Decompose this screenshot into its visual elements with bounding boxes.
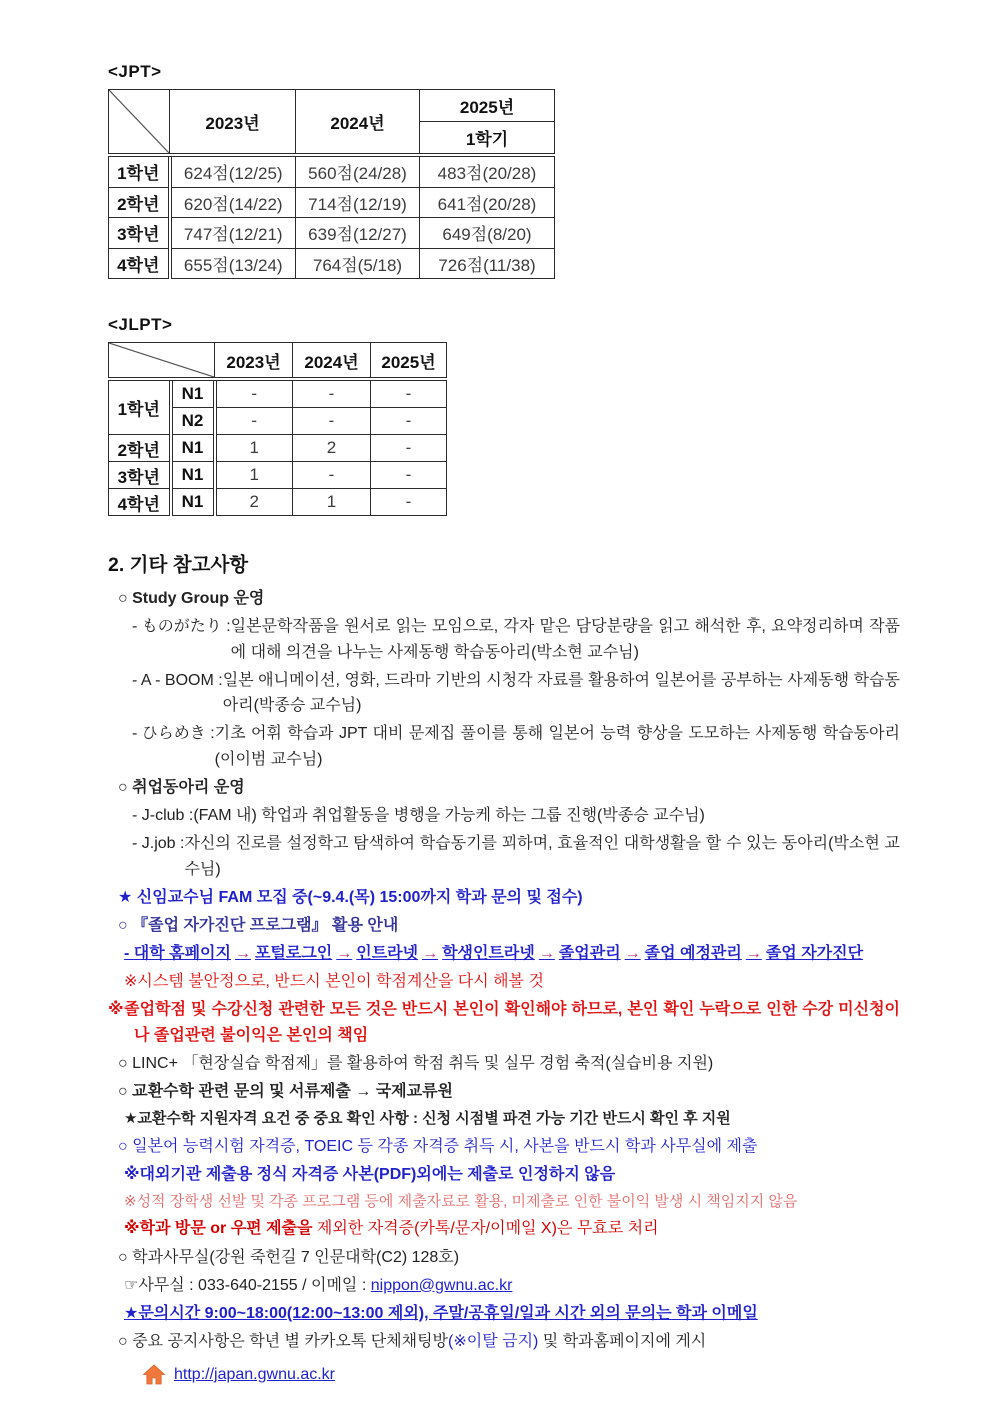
homepage-row [108, 1364, 900, 1385]
study-group-item-term: - ものがたり : [132, 618, 231, 636]
jpt-grade-cell: 2학년 [109, 187, 170, 218]
jlpt-year-header: 2025년 [371, 343, 447, 380]
breadcrumb-step: 대학 홈페이지 [133, 945, 231, 963]
jpt-grade-cell: 3학년 [109, 218, 170, 249]
jpt-diagonal-cell [109, 90, 170, 156]
jlpt-count-cell: - [215, 379, 293, 408]
certificate-note-visit-rest: 제외한 자격증(카톡/문자/이메일 X)은 무효로 처리 [312, 1220, 659, 1238]
breadcrumb-step: 인트라넷 [356, 945, 419, 963]
job-club-item-desc: (FAM 내) 학업과 취업활동을 병행을 가능케 하는 그룹 진행(박종승 교수님) [193, 807, 705, 825]
kakao-notice-text: ○ 중요 공지사항은 학년 별 카카오톡 단체채팅방 [118, 1332, 449, 1350]
breadcrumb-step: 졸업 자가진단 [765, 945, 864, 963]
jpt-score-cell: 726점(11/38) [420, 248, 555, 279]
study-group-item-desc: 일본문학작품을 원서로 읽는 모임으로, 각자 맡은 담당분량을 읽고 해석한 후, 요약정리하며 작품에 대해 의견을 나누는 사제동행 학습동아리(박소현 교수님) [230, 618, 900, 661]
jlpt-count-cell: - [371, 408, 447, 435]
certificate-note-visit-bold: ※학과 방문 or 우편 제출을 [124, 1220, 313, 1238]
breadcrumb-step: 졸업관리 [558, 945, 621, 963]
jlpt-diagonal-cell [109, 343, 215, 380]
jpt-score-cell: 655점(13/24) [170, 248, 296, 279]
study-group-item-desc: 일본 애니메이션, 영화, 드라마 기반의 시청각 자료를 활용하여 일본어를 공부하는 사제동행 학습동아리(박종승 교수님) [222, 671, 900, 715]
job-club-item-term: - J.job : [132, 835, 185, 853]
jpt-score-cell: 639점(12/27) [296, 218, 420, 249]
exchange-item: ○ 교환수학 관련 문의 및 서류제출 → 국제교류원 [118, 1083, 453, 1101]
jpt-year-header: 2023년 [170, 90, 296, 156]
breadcrumb-arrow-icon: → [422, 945, 439, 963]
jpt-score-cell: 764점(5/18) [296, 248, 420, 279]
office-contact [108, 1273, 900, 1299]
jlpt-count-cell: - [371, 489, 447, 516]
jpt-score-cell: 620점(14/22) [170, 187, 296, 218]
jlpt-count-cell: - [371, 435, 447, 462]
breadcrumb-step: 학생인트라넷 [442, 945, 535, 963]
diagonal-line-icon [109, 343, 214, 377]
jpt-row [109, 248, 555, 279]
jpt-semester-header: 1학기 [420, 122, 555, 156]
kakao-notice-warning: (※이탈 금지) [448, 1332, 539, 1350]
homepage-link[interactable]: http://japan.gwnu.ac.kr [174, 1365, 335, 1383]
jlpt-row [109, 435, 447, 462]
study-group-item-term: - A - BOOM : [132, 671, 223, 689]
jpt-grade-cell: 1학년 [109, 155, 170, 187]
jlpt-grade-cell: 2학년 [109, 435, 171, 462]
jlpt-count-cell: - [371, 462, 447, 489]
graduation-warning: ※졸업학점 및 수강신청 관련한 모든 것은 반드시 본인이 확인해야 하므로, 본인 확인 누락으로 인한 수강 미신청이나 졸업관련 불이익은 본인의 책임 [108, 1001, 900, 1044]
exchange-note: ★교환수학 지원자격 요건 중 중요 확인 사항 : 신청 시점별 파견 가능 기간 반드시 확인 후 지원 [124, 1110, 731, 1128]
jpt-score-cell: 560점(24/28) [296, 155, 420, 187]
jlpt-label: <JLPT> [108, 315, 173, 334]
certificate-item: ○ 일본어 능력시험 자격증, TOEIC 등 각종 자격증 취득 시, 사본을 반드시 학과 사무실에 제출 [118, 1137, 758, 1155]
jlpt-year-header: 2024년 [293, 343, 371, 380]
grad-program-title: ○ 『졸업 자가진단 프로그램』 활용 안내 [118, 917, 399, 935]
document-content [108, 62, 900, 1385]
jpt-score-cell: 649점(8/20) [420, 218, 555, 249]
jpt-label: <JPT> [108, 62, 162, 81]
certificate-note-visit [108, 1216, 900, 1242]
office-contact-text: ☞사무실 : 033-640-2155 / 이메일 : [124, 1276, 371, 1294]
job-club-title: ○ 취업동아리 운영 [118, 779, 245, 797]
breadcrumb-arrow-icon: → [745, 945, 762, 963]
jlpt-grade-cell: 4학년 [109, 489, 171, 516]
office-email-link[interactable]: nippon@gwnu.ac.kr [370, 1276, 513, 1294]
jlpt-count-cell: 2 [293, 435, 371, 462]
certificate-note-pdf: ※대외기관 제출용 정식 자격증 사본(PDF)외에는 제출로 인정하지 않음 [124, 1165, 616, 1183]
jpt-grade-cell: 4학년 [109, 248, 170, 279]
job-club-item [108, 831, 900, 882]
home-icon[interactable] [142, 1364, 166, 1385]
jpt-row [109, 187, 555, 218]
breadcrumb-step: 졸업 예정관리 [644, 945, 742, 963]
fam-recruit-notice: ★ 신임교수님 FAM 모집 중(~9.4.(목) 15:00까지 학과 문의 및 접수) [118, 889, 583, 907]
study-group-item [108, 721, 900, 772]
jpt-score-cell: 624점(12/25) [170, 155, 296, 187]
jlpt-count-cell: - [293, 408, 371, 435]
jlpt-grade-cell: 3학년 [109, 462, 171, 489]
jpt-score-cell: 483점(20/28) [420, 155, 555, 187]
jlpt-count-cell: 1 [215, 435, 293, 462]
jpt-year-header: 2025년 [420, 90, 555, 122]
breadcrumb-arrow-icon: → [336, 945, 353, 963]
jpt-score-cell: 641점(20/28) [420, 187, 555, 218]
jpt-row [109, 155, 555, 187]
jlpt-count-cell: 1 [293, 489, 371, 516]
jlpt-level-cell: N2 [171, 408, 215, 435]
jlpt-count-cell: - [215, 408, 293, 435]
jlpt-level-cell: N1 [171, 462, 215, 489]
jlpt-row [109, 462, 447, 489]
job-club-item [108, 803, 900, 829]
job-club-item-term: - J-club : [132, 807, 194, 825]
study-group-title: ○ Study Group 운영 [118, 590, 265, 607]
jlpt-year-header: 2023년 [215, 343, 293, 380]
jlpt-count-cell: - [293, 379, 371, 408]
jlpt-grade-cell: 1학년 [109, 379, 171, 435]
certificate-note-use: ※성적 장학생 선발 및 각종 프로그램 등에 제출자료로 활용, 미제출로 인한 불이익 발생 시 책임지지 않음 [124, 1192, 798, 1210]
grad-program-breadcrumb [108, 941, 900, 967]
section-heading: 2. 기타 참고사항 [108, 554, 249, 576]
jlpt-row [109, 379, 447, 408]
system-warning: ※시스템 불안정으로, 반드시 본인이 학점계산을 다시 해볼 것 [124, 973, 544, 991]
jlpt-level-cell: N1 [171, 379, 215, 408]
inquiry-hours: ★문의시간 9:00~18:00(12:00~13:00 제외), 주말/공휴일/일과 시간 외의 문의는 학과 이메일 [124, 1304, 758, 1322]
jpt-table [108, 89, 555, 279]
office-item: ○ 학과사무실(강원 죽헌길 7 인문대학(C2) 128호) [118, 1248, 460, 1266]
jlpt-count-cell: 1 [215, 462, 293, 489]
jpt-score-cell: 747점(12/21) [170, 218, 296, 249]
study-group-item [108, 614, 900, 665]
study-group-item-term: - ひらめき : [132, 725, 215, 743]
jpt-row [109, 218, 555, 249]
kakao-notice [108, 1329, 900, 1355]
breadcrumb-arrow-icon: → [538, 945, 555, 963]
jlpt-table [108, 342, 447, 516]
jlpt-count-cell: - [293, 462, 371, 489]
jpt-score-cell: 714점(12/19) [296, 187, 420, 218]
jlpt-level-cell: N1 [171, 489, 215, 516]
kakao-notice-text: 및 학과홈페이지에 게시 [538, 1332, 707, 1350]
jlpt-row [109, 489, 447, 516]
linc-item: ○ LINC+ 「현장실습 학점제」를 활용하여 학점 취득 및 실무 경험 축적(실습비용 지원) [118, 1055, 714, 1073]
breadcrumb-dash: - [124, 945, 134, 963]
breadcrumb-step: 포털로그인 [254, 945, 333, 963]
jlpt-count-cell: 2 [215, 489, 293, 516]
jlpt-count-cell: - [371, 379, 447, 408]
diagonal-line-icon [109, 90, 169, 153]
jlpt-level-cell: N1 [171, 435, 215, 462]
study-group-item [108, 668, 900, 719]
study-group-item-desc: 기초 어휘 학습과 JPT 대비 문제집 풀이를 통해 일본어 능력 향상을 도모하는 사제동행 학습동아리(이이범 교수님) [214, 725, 900, 769]
jpt-year-header: 2024년 [296, 90, 420, 156]
breadcrumb-arrow-icon: → [624, 945, 641, 963]
job-club-item-desc: 자신의 진로를 설정학고 탐색하여 학습동기를 꾀하며, 효율적인 대학생활을 할 수 있는 동아리(박소현 교수님) [184, 835, 900, 878]
breadcrumb-arrow-icon: → [234, 945, 251, 963]
